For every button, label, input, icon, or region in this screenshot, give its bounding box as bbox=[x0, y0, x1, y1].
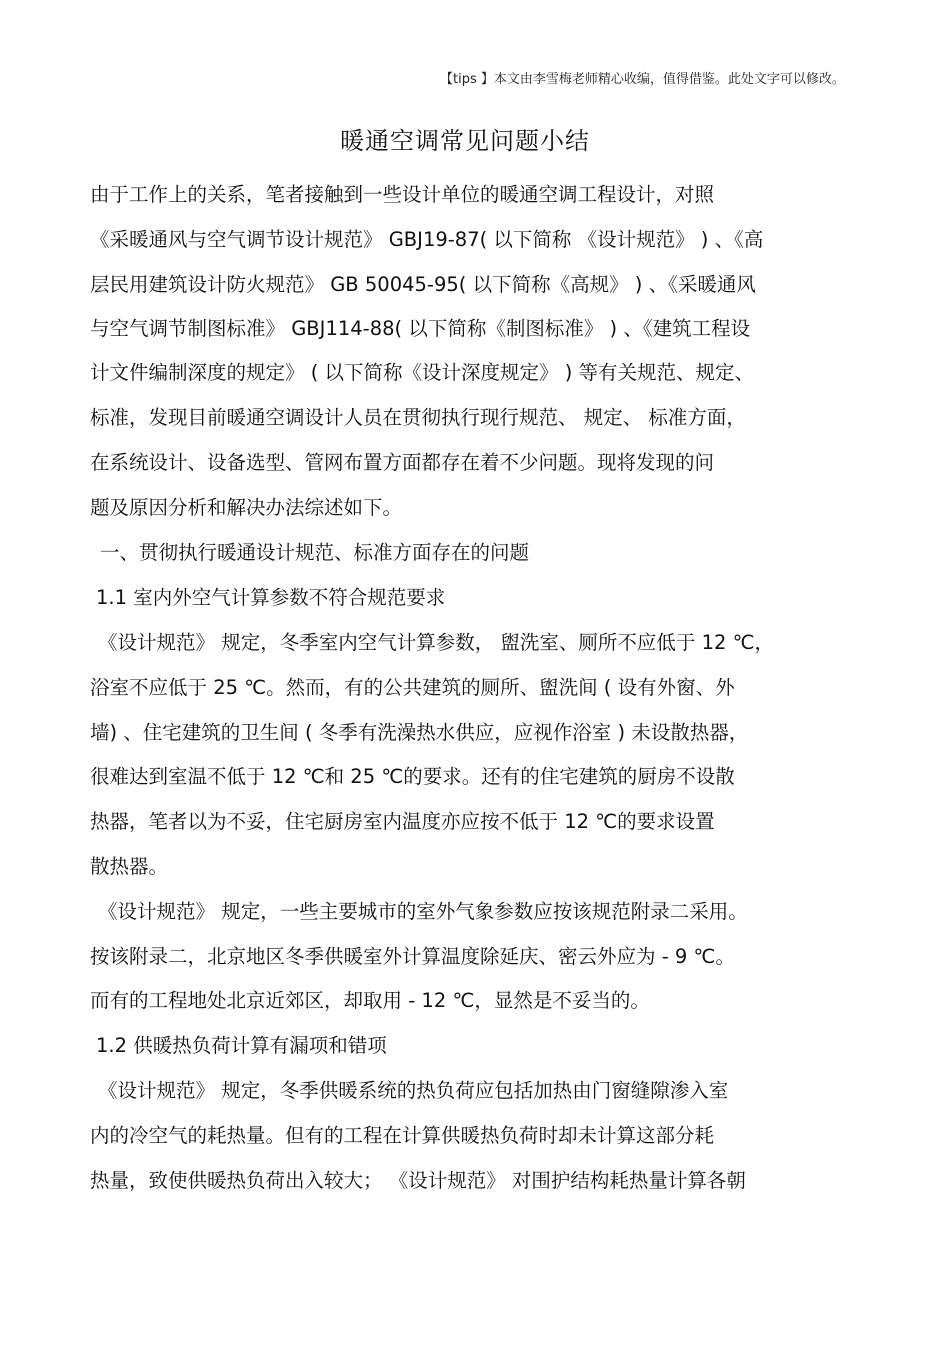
subsection-heading: 1.2 供暖热负荷计算有漏项和错项 bbox=[96, 1034, 387, 1057]
paragraph-line: 内的冷空气的耗热量。但有的工程在计算供暖热负荷时却未计算这部分耗 bbox=[90, 1124, 715, 1147]
page-title: 暖通空调常见问题小结 bbox=[340, 127, 590, 155]
paragraph-line: 散热器。 bbox=[90, 855, 169, 878]
paragraph-line: 层民用建筑设计防火规范》 GB 50045-95( 以下简称《高规》 ) 、《采暖通风 bbox=[90, 273, 756, 296]
paragraph-line: 与空气调节制图标准》 GBJ114-88( 以下简称《制图标准》 ) 、《建筑工程设 bbox=[90, 317, 751, 340]
paragraph-line: 由于工作上的关系，笔者接触到一些设计单位的暖通空调工程设计，对照 bbox=[90, 183, 715, 206]
paragraph-line: 《设计规范》 规定，一些主要城市的室外气象参数应按该规范附录二采用。 bbox=[98, 900, 748, 923]
paragraph-line: 在系统设计、设备选型、管网布置方面都存在着不少问题。现将发现的问 bbox=[90, 451, 715, 474]
paragraph-line: 《采暖通风与空气调节设计规范》 GBJ19-87( 以下简称 《设计规范》 ) 、《高 bbox=[90, 228, 764, 251]
paragraph-line: 《设计规范》 规定，冬季室内空气计算参数， 盥洗室、厕所不应低于 12 ℃， bbox=[98, 631, 775, 654]
tips-note: 【tips 】本文由李雪梅老师精心收编，值得借鉴。此处文字可以修改。 bbox=[440, 72, 845, 87]
paragraph-line: 标准，发现目前暖通空调设计人员在贯彻执行现行规范、 规定、 标准方面， bbox=[90, 406, 746, 429]
subsection-heading: 1.1 室内外空气计算参数不符合规范要求 bbox=[96, 586, 446, 609]
paragraph-line: 按该附录二，北京地区冬季供暖室外计算温度除延庆、密云外应为 - 9 ℃。 bbox=[90, 945, 735, 968]
paragraph-line: 计文件编制深度的规定》 ( 以下简称《设计深度规定》 ) 等有关规范、规定、 bbox=[90, 361, 755, 384]
section-heading: 一、贯彻执行暖通设计规范、标准方面存在的问题 bbox=[100, 541, 530, 564]
paragraph-line: 《设计规范》 规定，冬季供暖系统的热负荷应包括加热由门窗缝隙渗入室 bbox=[98, 1079, 729, 1102]
paragraph-line: 很难达到室温不低于 12 ℃和 25 ℃的要求。还有的住宅建筑的厨房不设散 bbox=[90, 765, 735, 788]
paragraph-line: 热器，笔者以为不妥，住宅厨房室内温度亦应按不低于 12 ℃的要求设置 bbox=[90, 810, 715, 833]
paragraph-line: 浴室不应低于 25 ℃。然而，有的公共建筑的厕所、盥洗间 ( 设有外窗、外 bbox=[90, 676, 735, 699]
paragraph-line: 墙) 、住宅建筑的卫生间 ( 冬季有洗澡热水供应，应视作浴室 ) 未设散热器， bbox=[90, 721, 749, 744]
paragraph-line: 而有的工程地处北京近郊区，却取用 - 12 ℃，显然是不妥当的。 bbox=[90, 989, 650, 1012]
paragraph-line: 热量，致使供暖热负荷出入较大； 《设计规范》 对围护结构耗热量计算各朝 bbox=[90, 1169, 746, 1192]
paragraph-line: 题及原因分析和解决办法综述如下。 bbox=[90, 496, 403, 519]
